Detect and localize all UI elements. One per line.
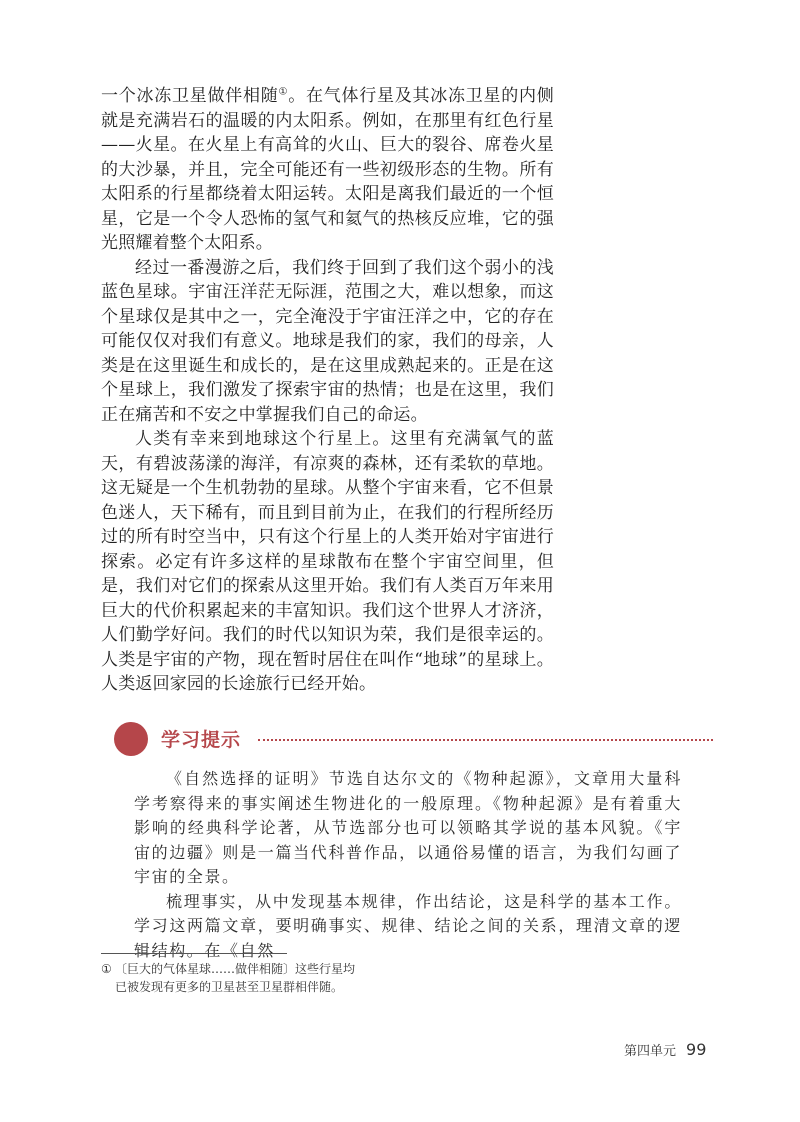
footnote-divider — [101, 953, 287, 954]
unit-label: 第四单元 — [624, 1044, 677, 1059]
red-circle-icon — [114, 722, 148, 756]
tips-paragraph-1: 《自然选择的证明》节选自达尔文的《物种起源》，文章用大量科学考察得来的事实阐述生物进化的一般原理。《物种起源》是有着重大影响的经典科学论著，从节选部分也可以领略其学说的基本风貌。《宇宙的边疆》则是一篇当代科普作品，以通俗易懂的语言，为我们勾画了宇宙的全景。 — [134, 769, 682, 886]
paragraph-1-start: 一个冰冻卫星做伴相随 — [101, 86, 279, 106]
page-footer — [624, 1040, 706, 1059]
tips-paragraph-2: 梳理事实，从中发现基本规律，作出结论，这是科学的基本工作。学习这两篇文章，要明确事实、规律、结论之间的关系，理清文章的逻辑结构。在《自然 — [134, 891, 682, 960]
study-tips-text — [134, 767, 682, 963]
study-tips-header — [114, 721, 714, 757]
footnote-reference[interactable]: ① — [278, 86, 289, 98]
footnote — [101, 960, 361, 996]
page-number: 99 — [686, 1040, 707, 1059]
main-text — [101, 84, 554, 697]
study-tips-title: 学习提示 — [161, 729, 242, 751]
dotted-divider — [258, 739, 713, 741]
footnote-text: 〔巨大的气体星球……做伴相随〕这些行星均已被发现有更多的卫星甚至卫星群相伴随。 — [115, 962, 356, 994]
paragraph-3: 人类有幸来到地球这个行星上。这里有充满氧气的蓝天，有碧波荡漾的海洋，有凉爽的森林，还有柔软的草地。这无疑是一个生机勃勃的星球。从整个宇宙来看，它不但景色迷人，天下稀有，而且到目前为止，在我们的行程所经历过的所有时空当中，只有这个行星上的人类开始对宇宙进行探索。必定有许多这样的星球散布在整个宇宙空间里，但是，我们对它们的探索从这里开始。我们有人类百万年来用巨大的代价积累起来的丰富知识。我们这个世界人才济济，人们勤学好问。我们的时代以知识为荣，我们是很幸运的。人类是宇宙的产物，现在暂时居住在叫作“地球”的星球上。人类返回家园的长途旅行已经开始。 — [101, 429, 554, 694]
footnote-mark: ① — [101, 962, 112, 976]
paragraph-1 — [101, 84, 554, 256]
paragraph-1-rest: 。在气体行星及其冰冻卫星的内侧就是充满岩石的温暖的内太阳系。例如，在那里有红色行星——火星。在火星上有高耸的火山、巨大的裂谷、席卷火星的大沙暴，并且，完全可能还有一些初级形态的生物。所有太阳系的行星都绕着太阳运转。太阳是离我们最近的一个恒星，它是一个令人恐怖的氢气和氦气的热核反应堆，它的强光照耀着整个太阳系。 — [101, 86, 554, 253]
paragraph-2: 经过一番漫游之后，我们终于回到了我们这个弱小的浅蓝色星球。宇宙汪洋茫无际涯，范围之大，难以想象，而这个星球仅是其中之一，完全淹没于宇宙汪洋之中，它的存在可能仅仅对我们有意义。地球是我们的家，我们的母亲，人类是在这里诞生和成长的，是在这里成熟起来的。正是在这个星球上，我们激发了探索宇宙的热情；也是在这里，我们正在痛苦和不安之中掌握我们自己的命运。 — [101, 257, 554, 425]
